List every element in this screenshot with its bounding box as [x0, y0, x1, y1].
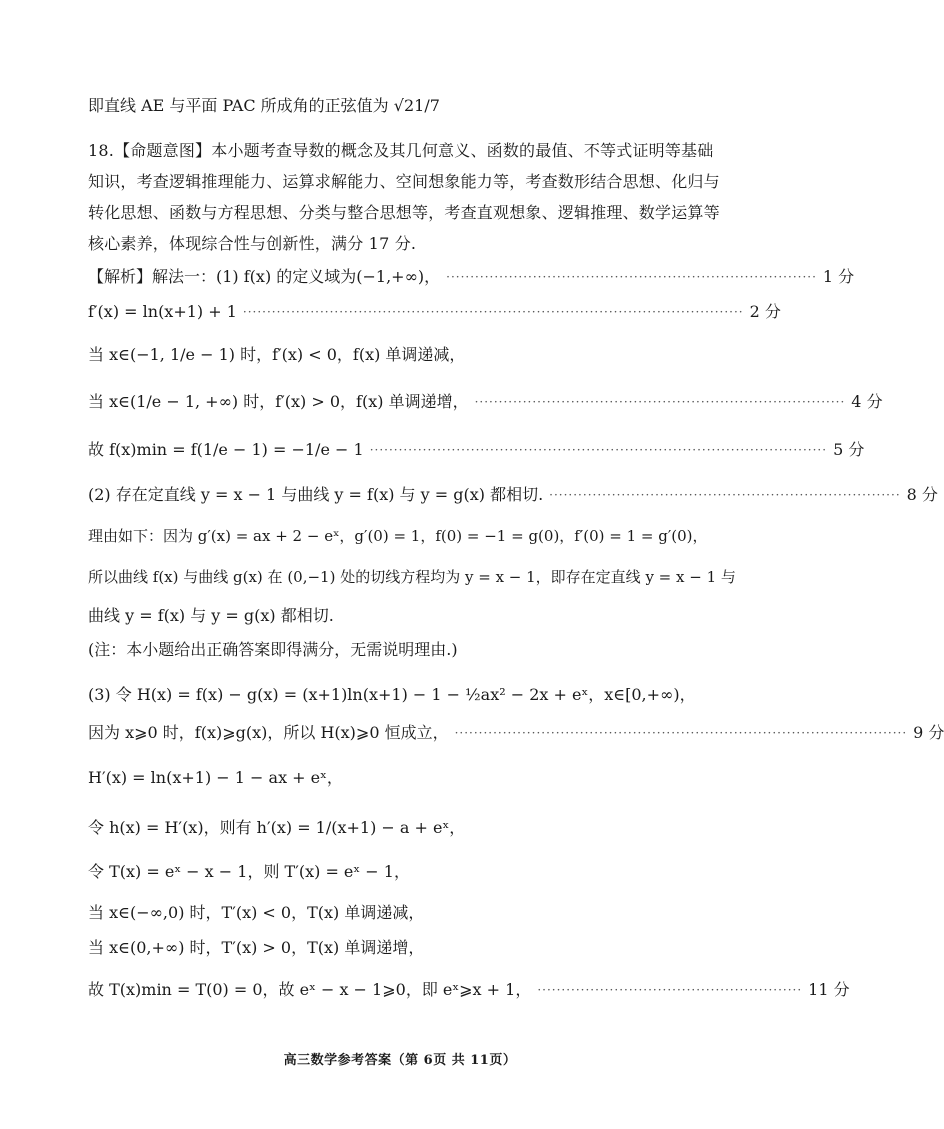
- score-mark: 5 分: [833, 440, 865, 459]
- leader-dots: ·······························································································: [369, 443, 828, 457]
- solution-step: 令 h(x) = H′(x)，则有 h′(x) = 1/(x+1) − a + eˣ，: [88, 818, 466, 837]
- solution-step: [88, 267, 855, 287]
- leader-dots: ·······················································: [537, 983, 803, 997]
- score-mark: 9 分: [913, 723, 944, 742]
- solution-step: H′(x) = ln(x+1) − 1 − ax + eˣ，: [88, 768, 343, 787]
- leader-dots: ······························································································: [454, 726, 908, 740]
- note-line: (注：本小题给出正确答案即得满分，无需说明理由.): [88, 640, 458, 659]
- step-text: 当 x∈(1/e − 1, +∞) 时，f′(x) > 0，f(x) 单调递增，: [88, 392, 469, 411]
- solution-step: [88, 302, 781, 322]
- leader-dots: ········································································································: [242, 305, 744, 319]
- intent-line: 核心素养，体现综合性与创新性，满分 17 分.: [88, 234, 417, 253]
- score-mark: 8 分: [906, 485, 938, 504]
- step-text: f′(x) = ln(x+1) + 1: [88, 302, 237, 321]
- solution-step: 理由如下：因为 g′(x) = ax + 2 − eˣ，g′(0) = 1，f(0) = −1 = g(0)，f′(0) = 1 = g′(0)，: [88, 527, 708, 545]
- solution-step: 令 T(x) = eˣ − x − 1，则 T′(x) = eˣ − 1，: [88, 862, 410, 881]
- intent-line: 18.【命题意图】本小题考查导数的概念及其几何意义、函数的最值、不等式证明等基础: [88, 141, 714, 160]
- step-text: 因为 x⩾0 时，f(x)⩾g(x)，所以 H(x)⩾0 恒成立，: [88, 723, 449, 742]
- solution-step: [88, 485, 938, 505]
- score-mark: 4 分: [851, 392, 883, 411]
- step-text: 故 T(x)min = T(0) = 0，故 eˣ − x − 1⩾0，即 eˣ⩾x + 1，: [88, 980, 532, 999]
- solution-step: 当 x∈(0,+∞) 时，T′(x) > 0，T(x) 单调递增，: [88, 938, 425, 957]
- leader-dots: ·········································································: [549, 488, 901, 502]
- page-footer: 高三数学参考答案（第 6页 共 11页）: [283, 1053, 517, 1068]
- text-line: 即直线 AE 与平面 PAC 所成角的正弦值为 √21/7: [88, 96, 440, 115]
- solution-step: 曲线 y = f(x) 与 y = g(x) 都相切.: [88, 606, 334, 625]
- leader-dots: ·············································································: [446, 270, 817, 284]
- solution-step: 当 x∈(−∞,0) 时，T′(x) < 0，T(x) 单调递减，: [88, 903, 425, 922]
- solution-step: [88, 980, 850, 1000]
- intent-line: 转化思想、函数与方程思想、分类与整合思想等，考查直观想象、逻辑推理、数学运算等: [88, 203, 720, 222]
- score-mark: 11 分: [808, 980, 850, 999]
- solution-step: [88, 440, 865, 460]
- solution-step: (3) 令 H(x) = f(x) − g(x) = (x+1)ln(x+1) − 1 − ½ax² − 2x + eˣ，x∈[0,+∞)，: [88, 685, 696, 704]
- score-mark: 1 分: [822, 267, 855, 286]
- step-text: 【解析】解法一：(1) f(x) 的定义域为(−1,+∞)，: [88, 267, 441, 286]
- solution-step: 当 x∈(−1, 1/e − 1) 时，f′(x) < 0，f(x) 单调递减，: [88, 345, 466, 364]
- leader-dots: ·············································································: [474, 395, 846, 409]
- step-text: (2) 存在定直线 y = x − 1 与曲线 y = f(x) 与 y = g(x) 都相切.: [88, 485, 544, 504]
- solution-step: [88, 723, 944, 743]
- solution-step: 所以曲线 f(x) 与曲线 g(x) 在 (0,−1) 处的切线方程均为 y = x − 1，即存在定直线 y = x − 1 与: [88, 568, 736, 586]
- score-mark: 2 分: [749, 302, 781, 321]
- solution-step: [88, 392, 883, 412]
- intent-line: 知识，考查逻辑推理能力、运算求解能力、空间想象能力等，考查数形结合思想、化归与: [88, 172, 720, 191]
- step-text: 故 f(x)min = f(1/e − 1) = −1/e − 1: [88, 440, 364, 459]
